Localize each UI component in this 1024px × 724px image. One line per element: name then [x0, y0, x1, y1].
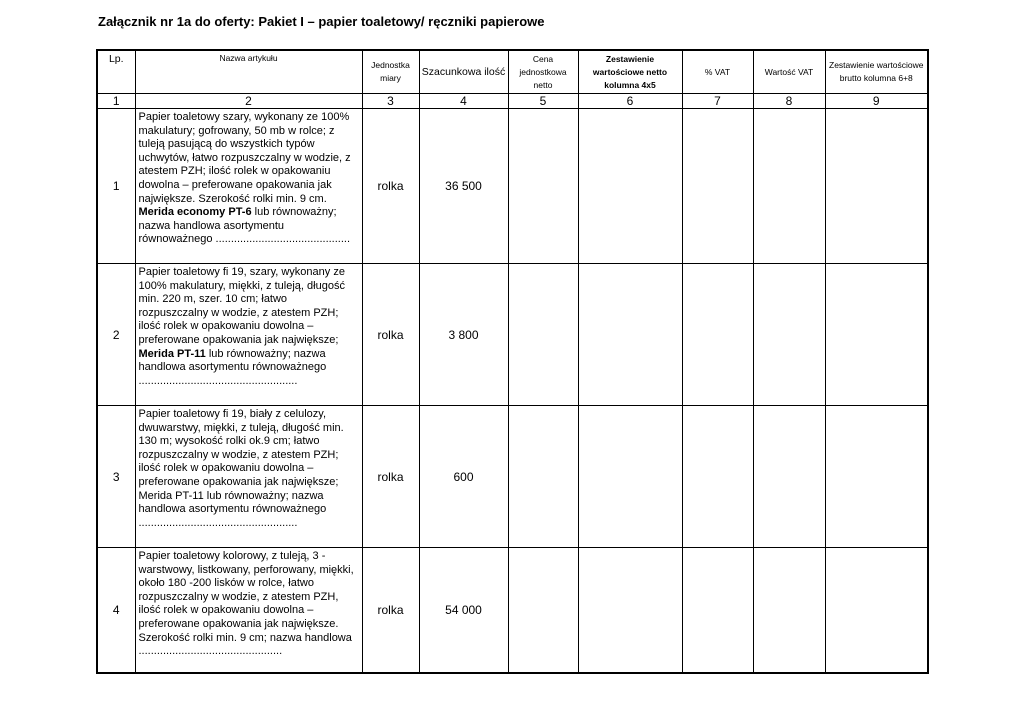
row-unit-price-cell[interactable]	[508, 406, 578, 548]
column-number: 4	[419, 94, 508, 109]
description-text-rest: lub równoważny; nazwa handlowa asortymentu równoważnego ............................................	[138, 206, 351, 246]
row-vat-value-cell[interactable]	[753, 109, 825, 264]
header-gross-total	[825, 50, 928, 94]
row-vat-value-cell[interactable]	[753, 264, 825, 406]
header-vat-pct: % VAT	[682, 50, 753, 94]
row-lp: 2	[97, 264, 135, 406]
row-unit: rolka	[362, 264, 419, 406]
description-text: Papier toaletowy kolorowy, z tuleją, 3 - warstwowy, listkowany, perforowany, miękki, około 180 -200 lisków w rolce, łatwo rozpuszczalny w wodzie, z atestem PZH, ilość rolek w opakowaniu dowolna – preferowane opakowania jak największe. Szerokość rolki min. 9 cm; nazwa handlowa ...............................................	[138, 550, 354, 658]
row-gross-total-cell[interactable]	[825, 264, 928, 406]
row-vat-pct-cell[interactable]	[682, 109, 753, 264]
header-row	[97, 50, 928, 94]
row-vat-value-cell[interactable]	[753, 406, 825, 548]
header-price-line1: Cena	[532, 53, 554, 64]
description-text: Papier toaletowy fi 19, biały z celulozy, dwuwarstwy, miękki, z tuleją, długość min. 130 m; wysokość rolki ok.9 cm; łatwo rozpuszczalny w wodzie, z atestem PZH; ilość rolek w opakowaniu dowolna – preferowane opakowania jak największe; Merida PT-11 lub równoważny; nazwa handlowa asortymentu równoważnego ....................................................	[138, 408, 344, 529]
row-quantity: 600	[419, 406, 508, 548]
header-unit-line1: Jednostka	[371, 60, 410, 70]
header-gross-line2: brutto kolumna 6+8	[839, 73, 913, 83]
header-vat-value: Wartość VAT	[753, 50, 825, 94]
row-unit: rolka	[362, 548, 419, 674]
document-title: Załącznik nr 1a do oferty: Pakiet I – papier toaletowy/ ręczniki papierowe	[98, 14, 545, 29]
row-description	[135, 548, 362, 674]
row-description	[135, 264, 362, 406]
header-gross-line1: Zestawienie wartościowe	[829, 60, 924, 70]
row-net-total-cell[interactable]	[578, 406, 682, 548]
column-number: 8	[753, 94, 825, 109]
row-unit: rolka	[362, 109, 419, 264]
row-quantity: 3 800	[419, 264, 508, 406]
header-net-total	[578, 50, 682, 94]
row-gross-total-cell[interactable]	[825, 109, 928, 264]
row-unit-price-cell[interactable]	[508, 264, 578, 406]
row-quantity: 36 500	[419, 109, 508, 264]
row-lp: 4	[97, 548, 135, 674]
table-row	[97, 264, 928, 406]
description-product-name: Merida PT-11	[138, 347, 206, 360]
row-vat-pct-cell[interactable]	[682, 548, 753, 674]
column-number-row	[97, 94, 928, 109]
row-description	[135, 406, 362, 548]
description-text: Papier toaletowy szary, wykonany ze 100% makulatury; gofrowany, 50 mb w rolce; z tuleją pasującą do wszystkich typów uchwytów, łatwo rozpuszczalny w wodzie, z atestem PZH; ilość rolek w opakowaniu dowolna – preferowane opakowania jak największe. Szerokość rolki min. 9 cm.	[138, 111, 351, 205]
header-net-line2: wartościowe netto	[592, 66, 668, 77]
header-price	[508, 50, 578, 94]
column-number: 2	[135, 94, 362, 109]
row-unit-price-cell[interactable]	[508, 548, 578, 674]
column-number: 5	[508, 94, 578, 109]
description-text-rest: lub równoważny; nazwa handlowa asortymentu równoważnego ....................................................	[138, 347, 327, 387]
column-number: 6	[578, 94, 682, 109]
row-quantity: 54 000	[419, 548, 508, 674]
description-product-name: Merida economy PT-6	[138, 206, 252, 219]
header-net-line3: kolumna 4x5	[604, 79, 656, 90]
table-row	[97, 109, 928, 264]
column-number: 9	[825, 94, 928, 109]
row-net-total-cell[interactable]	[578, 109, 682, 264]
header-price-line3: netto	[533, 79, 553, 90]
offer-table	[96, 49, 929, 674]
table-row	[97, 548, 928, 674]
header-unit-line2: miary	[380, 73, 401, 83]
column-number: 3	[362, 94, 419, 109]
column-number: 7	[682, 94, 753, 109]
row-unit: rolka	[362, 406, 419, 548]
header-lp: Lp.	[97, 50, 135, 94]
header-name: Nazwa artykułu	[135, 50, 362, 94]
row-vat-pct-cell[interactable]	[682, 264, 753, 406]
row-lp: 3	[97, 406, 135, 548]
row-lp: 1	[97, 109, 135, 264]
row-unit-price-cell[interactable]	[508, 109, 578, 264]
header-unit	[362, 50, 419, 94]
header-qty: Szacunkowa ilość	[419, 50, 508, 94]
table-row	[97, 406, 928, 548]
row-net-total-cell[interactable]	[578, 264, 682, 406]
row-vat-value-cell[interactable]	[753, 548, 825, 674]
column-number: 1	[97, 94, 135, 109]
row-gross-total-cell[interactable]	[825, 406, 928, 548]
description-text: Papier toaletowy fi 19, szary, wykonany ze 100% makulatury, miękki, z tuleją, długość min. 220 m, szer. 10 cm; łatwo rozpuszczalny w wodzie, z atestem PZH; ilość rolek w opakowaniu dowolna – preferowane opakowania jak największe;	[138, 266, 345, 346]
row-vat-pct-cell[interactable]	[682, 406, 753, 548]
header-net-line1: Zestawienie	[605, 53, 655, 64]
row-description	[135, 109, 362, 264]
header-price-line2: jednostkowa	[519, 66, 567, 77]
row-gross-total-cell[interactable]	[825, 548, 928, 674]
row-net-total-cell[interactable]	[578, 548, 682, 674]
